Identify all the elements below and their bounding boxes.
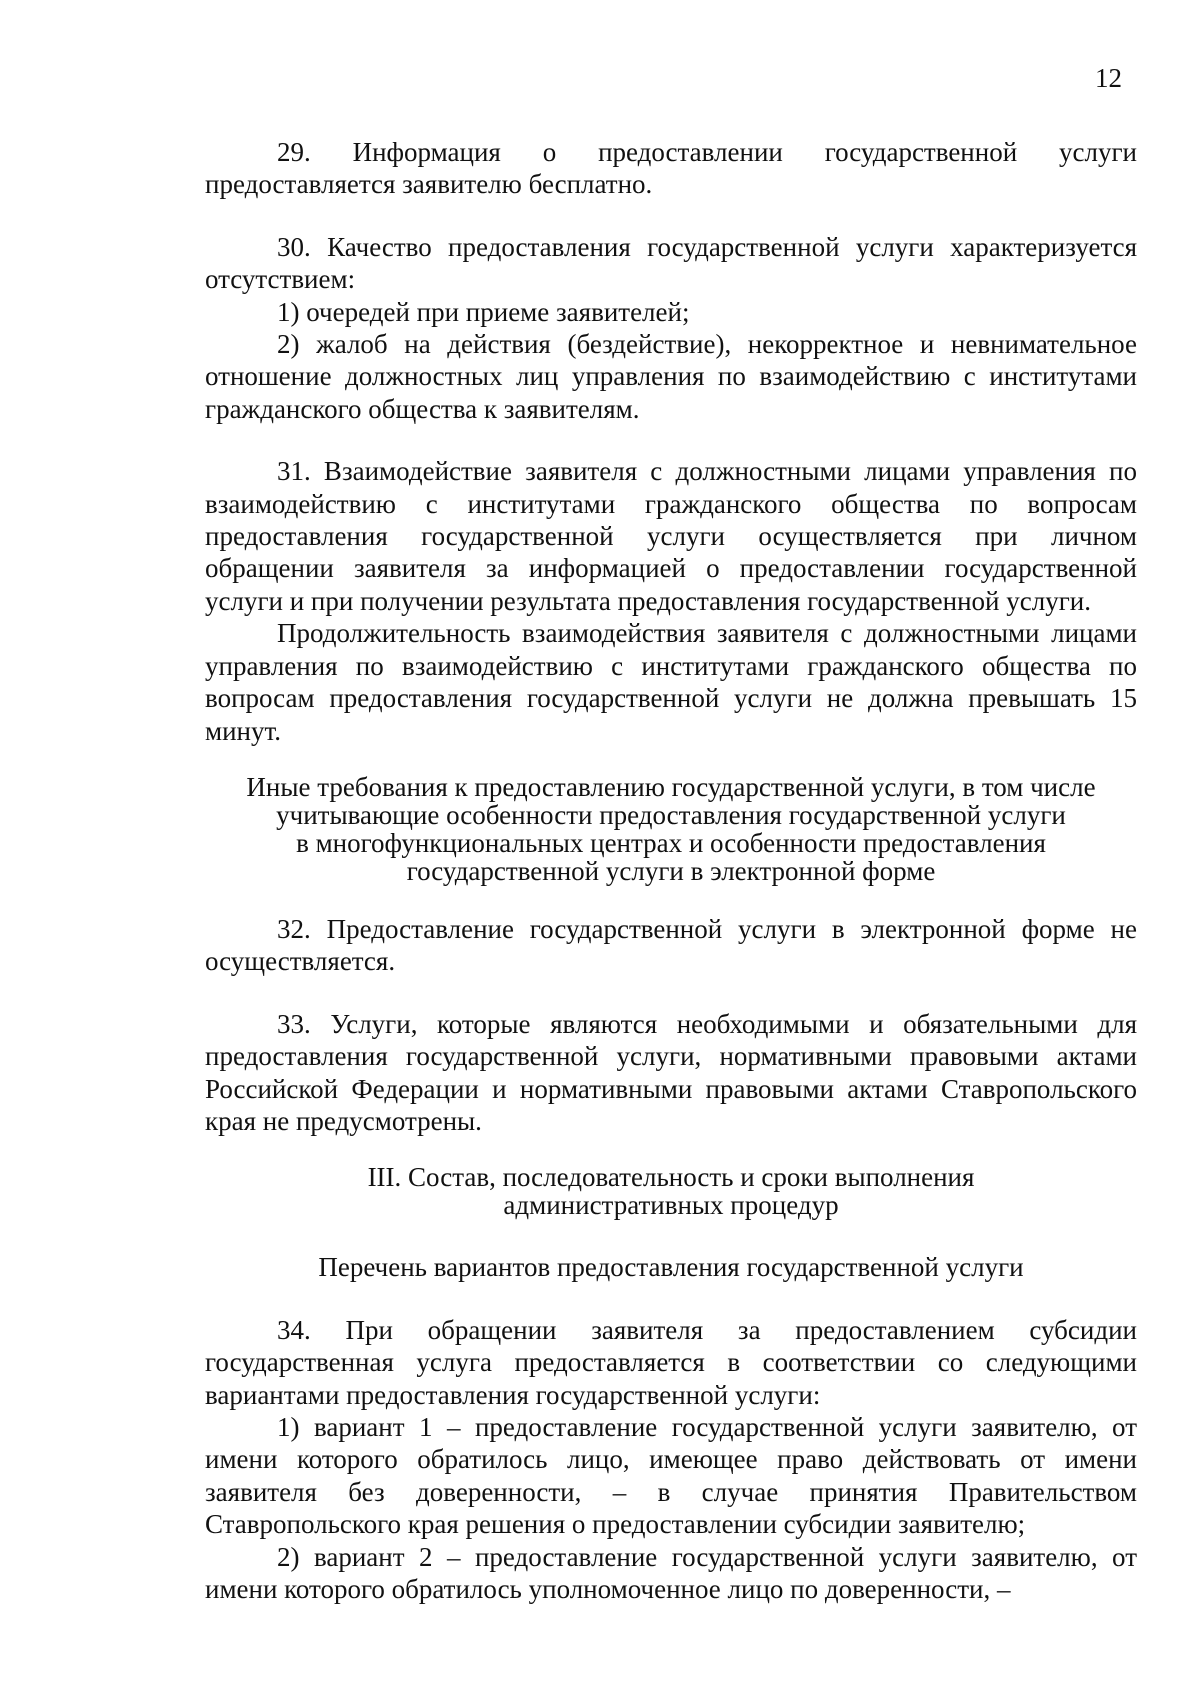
heading-line: учитывающие особенности предоставления государственной услуги bbox=[276, 799, 1066, 830]
heading-variants-list: Перечень вариантов предоставления государственной услуги bbox=[318, 1252, 1024, 1283]
document-body bbox=[205, 136, 1137, 1605]
paragraph-30-item-2: 2) жалоб на действия (бездействие), некорректное и невнимательное отношение должностных лиц управления по взаимодействию с институтами гражданского общества к заявителям. bbox=[205, 329, 1137, 424]
paragraph-29: 29. Информация о предоставлении государственной услуги предоставляется заявителю бесплатно. bbox=[205, 137, 1137, 200]
paragraph-30: 30. Качество предоставления государственной услуги характеризуется отсутствием: bbox=[205, 231, 1137, 295]
paragraph-34-item-1: 1) вариант 1 – предоставление государственной услуги заявителю, от имени которого обратилось лицо, имеющее право действовать от имени заявителя без доверенности, – в случае принятия Правительством Ставропольского края решения о предоставлении субсидии заявителю; bbox=[205, 1411, 1137, 1540]
paragraph-34-item-2: 2) вариант 2 – предоставление государственной услуги заявителю, от имени которого обратилось уполномоченное лицо по доверенности, – bbox=[205, 1541, 1137, 1604]
heading-line: административных процедур bbox=[503, 1190, 839, 1221]
heading-other-requirements bbox=[205, 773, 1137, 885]
paragraph-31: 31. Взаимодействие заявителя с должностными лицами управления по взаимодействию с институтами гражданского общества по вопросам предоставления государственной услуги осуществляется при личном обращении заявителя за информацией о предоставлении государственной услуги и при получении результата предоставления государственной услуги. bbox=[205, 456, 1137, 616]
heading-line: государственной услуги в электронной форме bbox=[406, 855, 936, 886]
heading-line: в многофункциональных центрах и особенности предоставления bbox=[296, 827, 1046, 858]
heading-line: III. Состав, последовательность и сроки выполнения bbox=[367, 1162, 975, 1193]
paragraph-31-duration: Продолжительность взаимодействия заявителя с должностными лицами управления по взаимодействию с институтами гражданского общества по вопросам предоставления государственной услуги не должна превышать 15 минут. bbox=[205, 618, 1137, 746]
paragraph-30-item-1: 1) очередей при приеме заявителей; bbox=[277, 296, 690, 327]
paragraph-32: 32. Предоставление государственной услуги в электронной форме не осуществляется. bbox=[205, 913, 1137, 977]
paragraph-33: 33. Услуги, которые являются необходимыми и обязательными для предоставления государственной услуги, нормативными правовыми актами Российской Федерации и нормативными правовыми актами Ставропольского края не предусмотрены. bbox=[205, 1008, 1137, 1136]
heading-line: Иные требования к предоставлению государственной услуги, в том числе bbox=[246, 771, 1096, 802]
paragraph-34: 34. При обращении заявителя за предоставлением субсидии государственная услуга предоставляется в соответствии со следующими вариантами предоставления государственной услуги: bbox=[205, 1314, 1137, 1410]
heading-section-3 bbox=[205, 1163, 1137, 1219]
page-number: 12 bbox=[1095, 63, 1122, 93]
